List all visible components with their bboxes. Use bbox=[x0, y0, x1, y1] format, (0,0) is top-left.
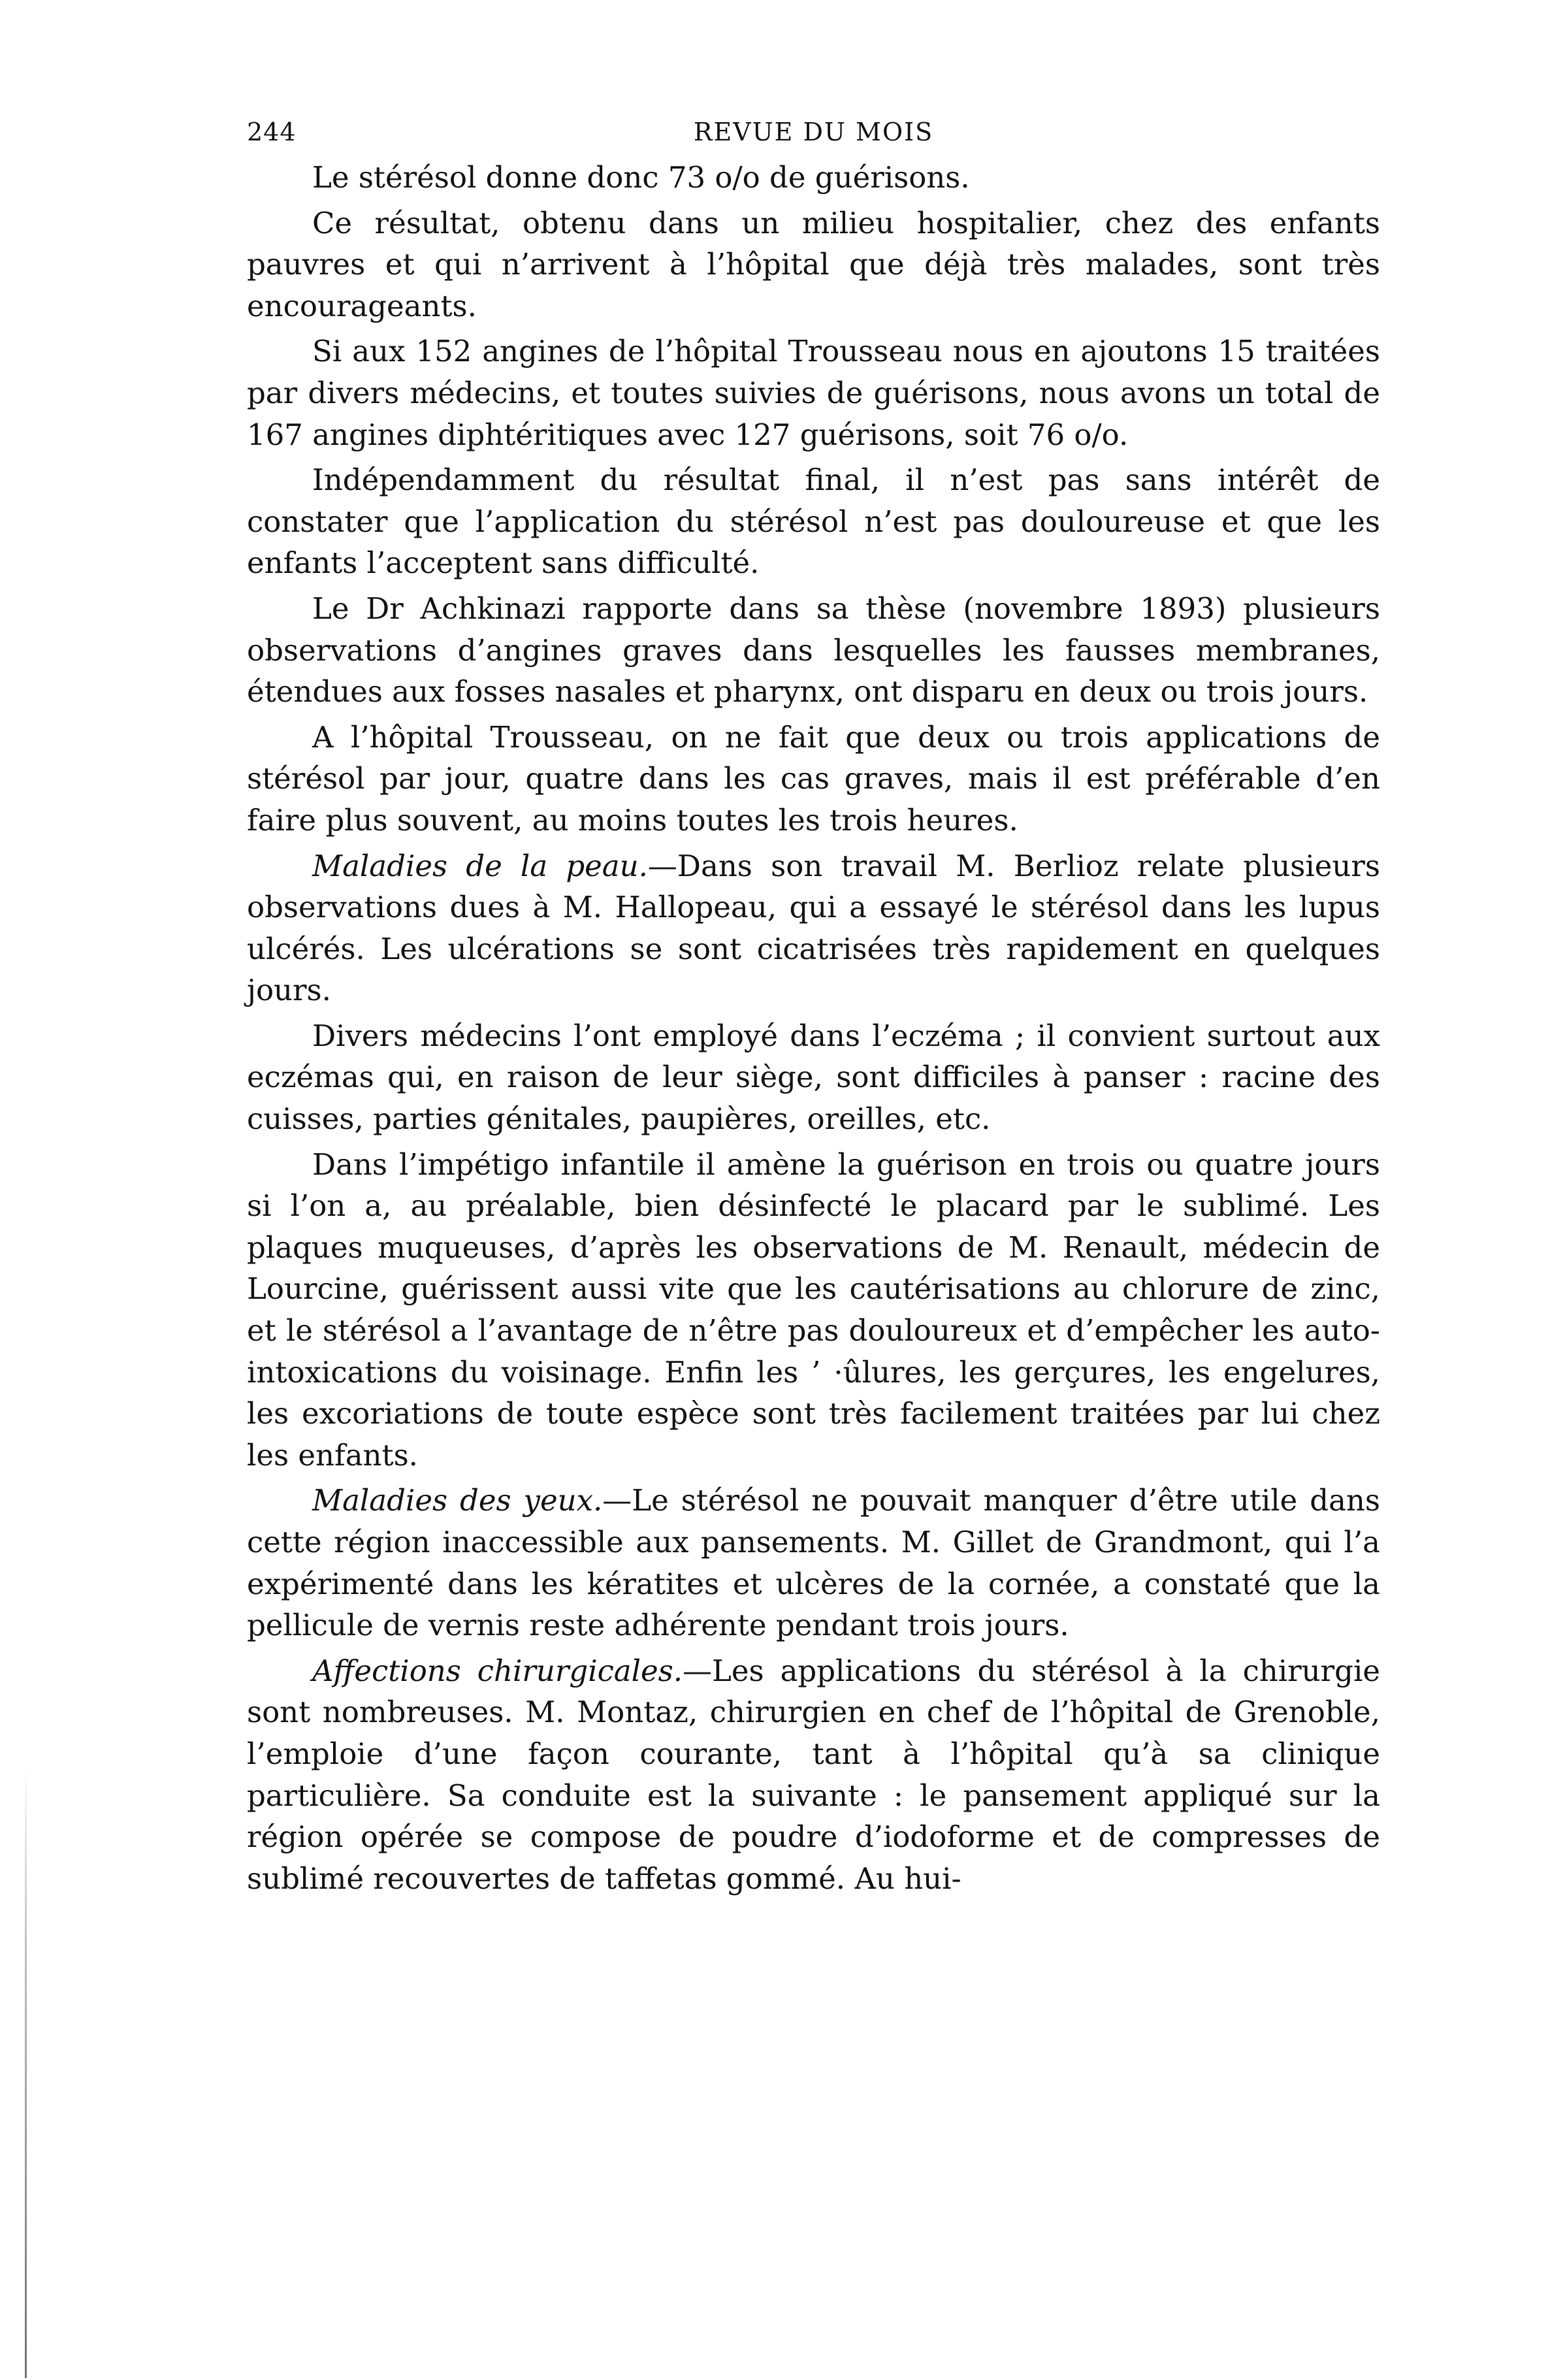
paragraph-eczema bbox=[247, 1015, 1380, 1140]
paragraph-text: Si aux 152 angines de l’hôpital Trousseau nous en ajoutons 15 traitées par divers médecins, et toutes suivies de guérisons, nous avons un total de 167 angines diphtéritiques avec 127 guérisons, soit 76 o/o. bbox=[247, 334, 1380, 452]
paragraph-text: —Les applications du stérésol à la chirurgie sont nombreuses. M. Montaz, chirurgien en chef de l’hôpital de Grenoble, l’emploie d’une façon courante, tant à l’hôpital qu’à sa clinique particulière. Sa conduite est la suivante : le pansement appliqué sur la région opérée se compose de poudre d’iodoforme et de compresses de sublimé recouvertes de taffetas gommé. Au hui- bbox=[247, 1653, 1380, 1896]
paragraph-trousseau-angines bbox=[247, 331, 1380, 455]
scan-edge-marks bbox=[20, 1764, 33, 2378]
paragraph-steresol-result bbox=[247, 157, 1380, 199]
binding-edge-line bbox=[25, 1764, 27, 2378]
paragraph-final-result bbox=[247, 459, 1380, 584]
body-text bbox=[247, 157, 1380, 1899]
paragraph-text: —Le stérésol ne pouvait manquer d’être utile dans cette région inaccessible aux pansements. M. Gillet de Grandmont, qui l’a expérimenté dans les kératites et ulcères de la cornée, a constaté que la pellicule de vernis reste adhérente pendant trois jours. bbox=[247, 1483, 1381, 1643]
paragraph-text: Divers médecins l’ont employé dans l’eczéma ; il convient surtout aux eczémas qui, en raison de leur siège, sont difficiles à panser : racine des cuisses, parties génitales, paupières, oreilles, etc. bbox=[247, 1018, 1380, 1137]
book-page bbox=[247, 111, 1380, 1903]
page-header bbox=[247, 111, 1380, 157]
section-rubric: Affections chirurgicales. bbox=[312, 1653, 683, 1688]
section-rubric: Maladies des yeux. bbox=[312, 1483, 603, 1518]
paragraph-text: Indépendamment du résultat final, il n’est pas sans intérêt de constater que l’application du stérésol n’est pas douloureuse et que les enfants l’acceptent sans difficulté. bbox=[247, 463, 1380, 581]
paragraph-text: Ce résultat, obtenu dans un milieu hospitalier, chez des enfants pauvres et qui n’arrivent à l’hôpital que déjà très malades, sont très encourageants. bbox=[247, 205, 1380, 323]
paragraph-surgical bbox=[247, 1650, 1380, 1900]
paragraph-applications bbox=[247, 717, 1380, 841]
paragraph-text: —Dans son travail M. Berlioz relate plusieurs observations dues à M. Hallopeau, qui a essayé le stérésol dans les lupus ulcérés. Les ulcérations se sont cicatrisées très rapidement en quelques jours. bbox=[247, 848, 1380, 1008]
paragraph-text: Le Dr Achkinazi rapporte dans sa thèse (novembre 1893) plusieurs observations d’angines graves dans lesquelles les fausses membranes, étendues aux fosses nasales et pharynx, ont disparu en deux ou trois jours. bbox=[247, 591, 1380, 709]
paragraph-eye-diseases bbox=[247, 1480, 1380, 1646]
paragraph-hospital-result bbox=[247, 203, 1380, 327]
paragraph-text: Le stérésol donne donc 73 o/o de guérisons. bbox=[312, 160, 970, 195]
page-number: 244 bbox=[247, 118, 297, 146]
paragraph-achkinazi bbox=[247, 588, 1380, 713]
running-title: REVUE DU MOIS bbox=[693, 118, 934, 146]
paragraph-text: Dans l’impétigo infantile il amène la guérison en trois ou quatre jours si l’on a, au préalable, bien désinfecté le placard par le sublimé. Les plaques muqueuses, d’après les observations de M. Renault, médecin de Lourcine, guérissent aussi vite que les cautérisations au chlorure de zinc, et le stérésol a l’avantage de n’être pas douloureux et d’empêcher les auto-intoxications du voisinage. Enfin les ’ ·ûlures, les gerçures, les engelures, les excoriations de toute espèce sont très facilement traitées par lui chez les enfants. bbox=[247, 1147, 1380, 1473]
paragraph-impetigo bbox=[247, 1144, 1380, 1476]
paragraph-text: A l’hôpital Trousseau, on ne fait que deux ou trois applications de stérésol par jour, quatre dans les cas graves, mais il est préférable d’en faire plus souvent, au moins toutes les trois heures. bbox=[247, 719, 1380, 838]
paragraph-skin-diseases bbox=[247, 845, 1380, 1011]
section-rubric: Maladies de la peau. bbox=[312, 848, 648, 883]
